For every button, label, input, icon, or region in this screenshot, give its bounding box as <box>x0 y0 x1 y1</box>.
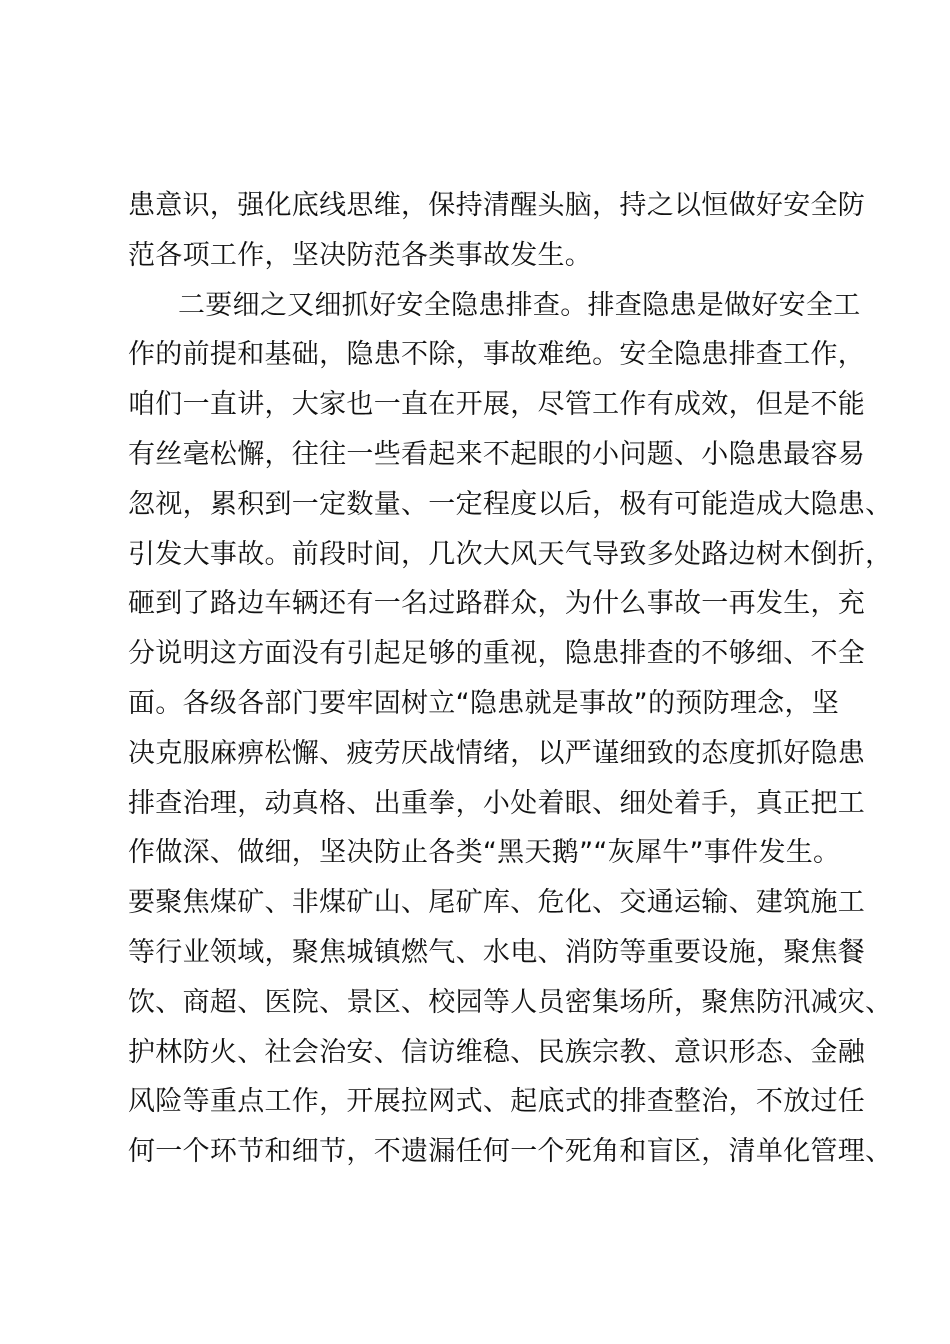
text-line: 风险等重点工作，开展拉网式、起底式的排查整治，不放过任 <box>128 1086 866 1118</box>
text-line: 等行业领域，聚焦城镇燃气、水电、消防等重要设施，聚焦餐 <box>128 936 866 968</box>
text-line: 咱们一直讲，大家也一直在开展，尽管工作有成效，但是不能 <box>128 389 866 421</box>
text-line: 面。各级各部门要牢固树立“隐患就是事故”的预防理念，坚 <box>128 687 840 719</box>
body-text <box>128 181 893 1177</box>
text-line: 护林防火、社会治安、信访维稳、民族宗教、意识形态、金融 <box>128 1036 866 1068</box>
text-line: 决克服麻痹松懈、疲劳厌战情绪，以严谨细致的态度抓好隐患 <box>128 737 866 769</box>
paragraph-start-line: 二要细之又细抓好安全隐患排查。排查隐患是做好安全工 <box>178 289 861 321</box>
text-line: 何一个环节和细节，不遗漏任何一个死角和盲区，清单化管理、 <box>128 1136 893 1168</box>
text-line: 要聚焦煤矿、非煤矿山、尾矿库、危化、交通运输、建筑施工 <box>128 887 866 919</box>
text-line: 分说明这方面没有引起足够的重视，隐患排查的不够细、不全 <box>128 638 866 670</box>
text-line: 有丝毫松懈，往往一些看起来不起眼的小问题、小隐患最容易 <box>128 438 866 470</box>
text-line: 范各项工作，坚决防范各类事故发生。 <box>128 239 593 271</box>
text-line: 砸到了路边车辆还有一名过路群众，为什么事故一再发生，充 <box>128 588 866 620</box>
text-line: 作做深、做细，坚决防止各类“黑天鹅”“灰犀牛”事件发生。 <box>128 837 841 869</box>
text-line: 患意识，强化底线思维，保持清醒头脑，持之以恒做好安全防 <box>128 190 866 221</box>
text-line: 饮、商超、医院、景区、校园等人员密集场所，聚焦防汛减灾、 <box>128 986 893 1018</box>
text-line: 排查治理，动真格、出重拳，小处着眼、细处着手，真正把工 <box>128 787 866 819</box>
text-line: 忽视，累积到一定数量、一定程度以后，极有可能造成大隐患、 <box>128 488 893 520</box>
text-line: 作的前提和基础，隐患不除，事故难绝。安全隐患排查工作， <box>128 339 866 371</box>
text-line: 引发大事故。前段时间，几次大风天气导致多处路边树木倒折， <box>128 538 893 570</box>
